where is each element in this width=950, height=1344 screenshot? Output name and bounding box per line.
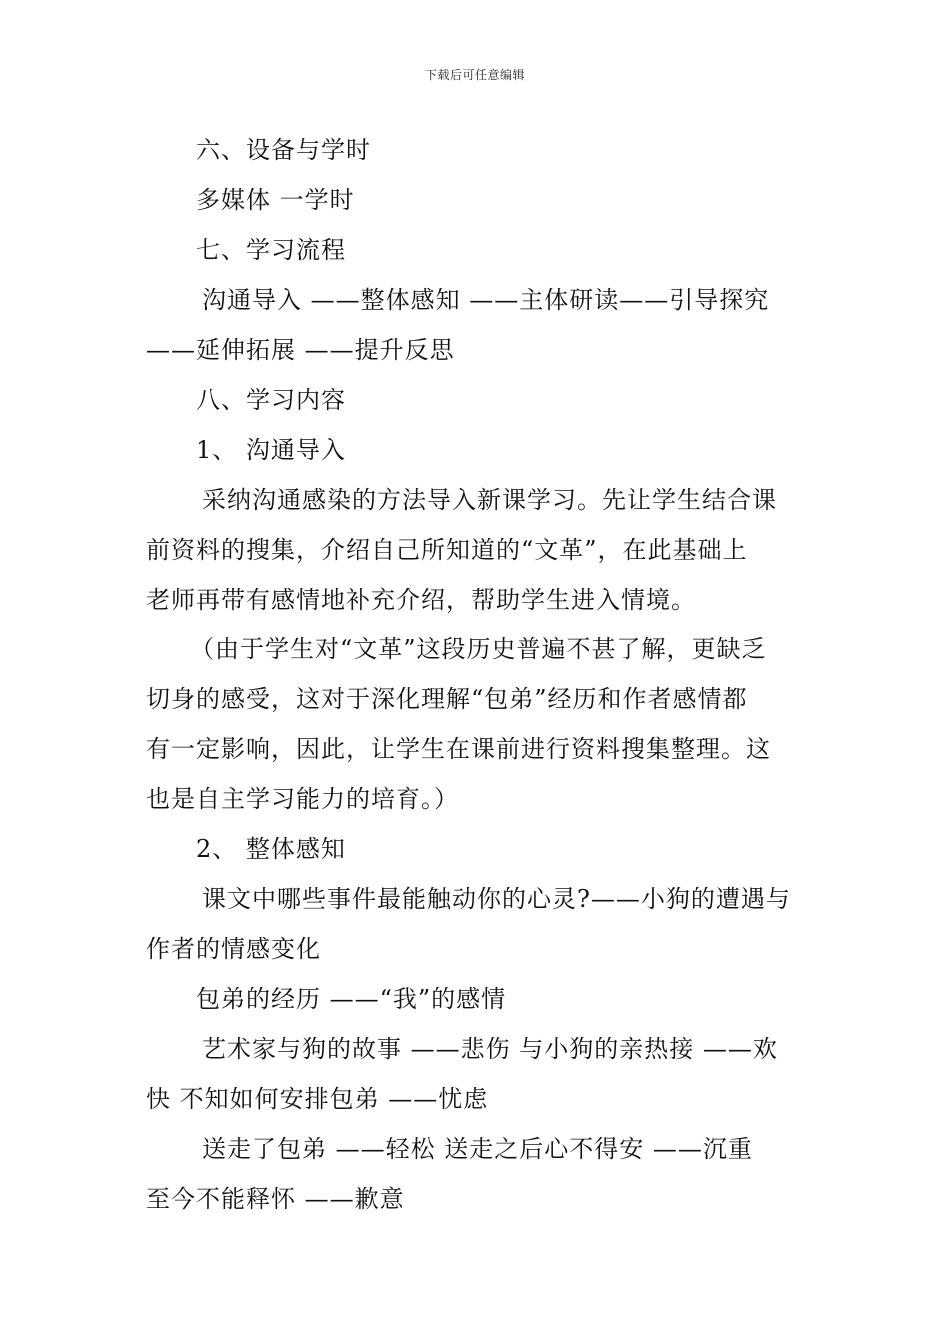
paragraph-line: 沟通导入 ——整体感知 ——主体研读——引导探究	[202, 286, 770, 314]
paragraph-line: 切身的感受，这对于深化理解“包弟”经历和作者感情都	[146, 685, 748, 713]
section-heading-equipment: 六、设备与学时	[196, 136, 371, 164]
page-header: 下载后可任意编辑	[424, 68, 525, 82]
paragraph-line: 有一定影响，因此，让学生在课前进行资料搜集整理。这	[146, 735, 771, 763]
paragraph-line: 多媒体 一学时	[196, 186, 355, 214]
paragraph-line: 包弟的经历 ——“我”的感情	[196, 985, 507, 1013]
section-heading-process: 七、学习流程	[196, 236, 346, 264]
paragraph-line: ——延伸拓展 ——提升反思	[146, 336, 455, 364]
section-heading-content: 八、学习内容	[196, 386, 346, 414]
subheading-overall: 2、 整体感知	[196, 835, 346, 863]
paragraph-line: （由于学生对“文革”这段历史普遍不甚了解，更缺乏	[190, 635, 767, 663]
paragraph-line: 课文中哪些事件最能触动你的心灵?——小狗的遭遇与	[202, 885, 791, 913]
paragraph-line: 采纳沟通感染的方法导入新课学习。先让学生结合课	[202, 486, 777, 514]
paragraph-line: 至今不能释怀 ——歉意	[146, 1185, 405, 1213]
paragraph-line: 作者的情感变化	[146, 935, 321, 963]
subheading-communication: 1、 沟通导入	[196, 436, 346, 464]
paragraph-line: 老师再带有感情地补充介绍，帮助学生进入情境。	[146, 586, 696, 614]
paragraph-line: 快 不知如何安排包弟 ——忧虑	[146, 1085, 489, 1113]
paragraph-line: 前资料的搜集，介绍自己所知道的“文革”，在此基础上	[146, 536, 748, 564]
paragraph-line: 送走了包弟 ——轻松 送走之后心不得安 ——沉重	[202, 1135, 753, 1163]
paragraph-line: 艺术家与狗的故事 ——悲伤 与小狗的亲热接 ——欢	[202, 1035, 778, 1063]
paragraph-line: 也是自主学习能力的培育。）	[146, 785, 459, 813]
